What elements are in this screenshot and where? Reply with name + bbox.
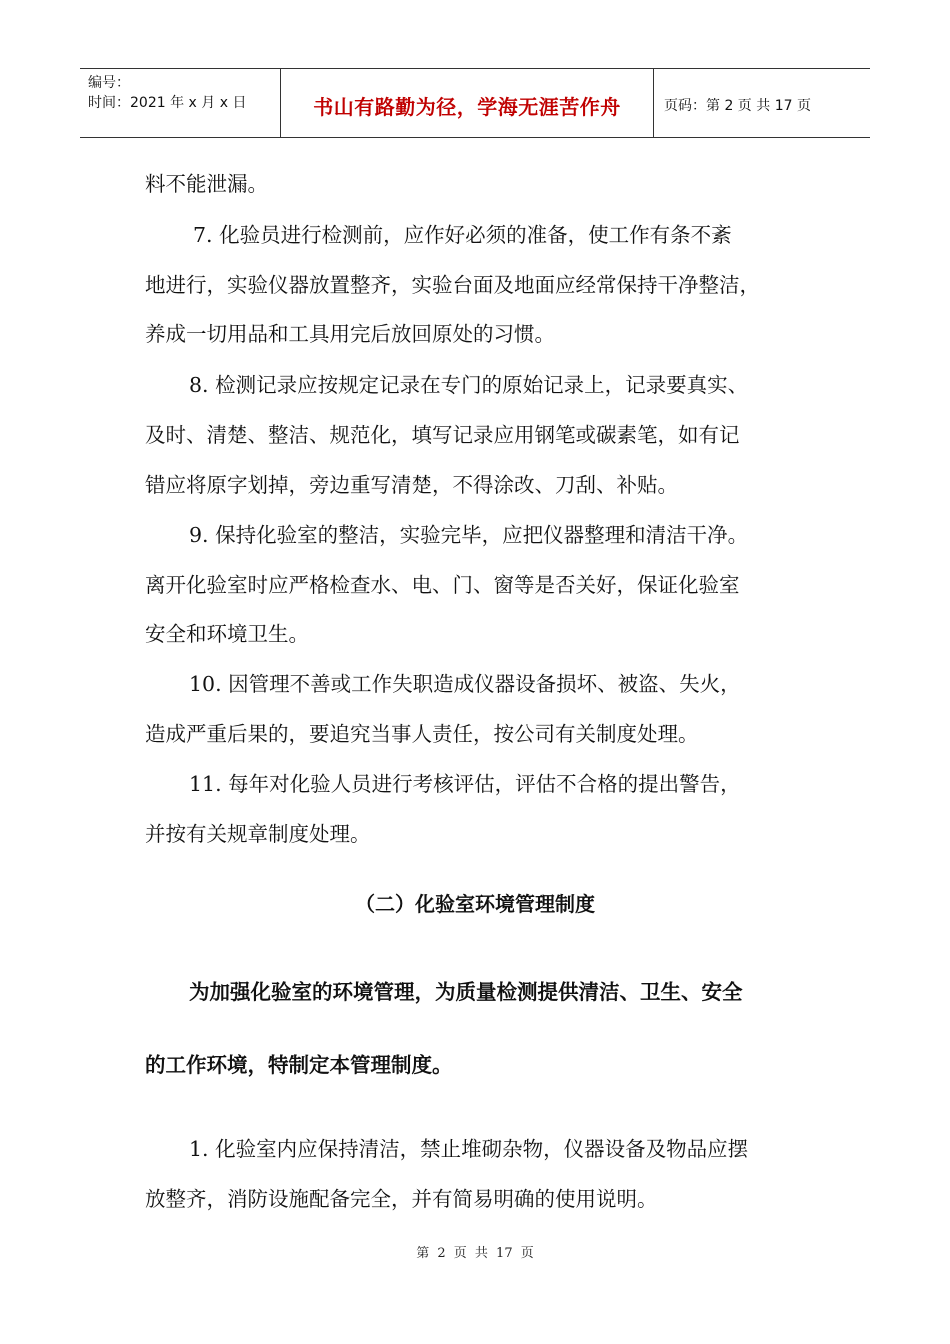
- body-line: 离开化验室时应严格检查水、电、门、窗等是否关好，保证化验室: [145, 573, 740, 597]
- body-line: 11. 每年对化验人员进行考核评估，评估不合格的提出警告，: [189, 772, 741, 796]
- body-line: 9. 保持化验室的整洁，实验完毕，应把仪器整理和清洁干净。: [189, 523, 749, 547]
- header-meta: [80, 69, 281, 137]
- header-motto-cell: [281, 69, 654, 137]
- document-number: 编号：: [88, 75, 130, 91]
- page-footer: 第 2 页 共 17 页: [416, 1246, 534, 1261]
- body-line: 10. 因管理不善或工作失职造成仪器设备损坏、被盗、失火，: [189, 672, 741, 696]
- body-line: 养成一切用品和工具用完后放回原处的习惯。: [145, 322, 555, 346]
- header-motto: 书山有路勤为径，学海无涯苦作舟: [313, 94, 621, 119]
- body-line: 8. 检测记录应按规定记录在专门的原始记录上，记录要真实、: [189, 373, 749, 397]
- body-line: 地进行，实验仪器放置整齐，实验台面及地面应经常保持干净整洁，: [145, 273, 760, 297]
- page-header: [80, 68, 870, 138]
- section-line: 1. 化验室内应保持清洁，禁止堆砌杂物，仪器设备及物品应摆: [189, 1137, 749, 1161]
- header-page-info: 页码：第 2 页 共 17 页: [664, 98, 811, 114]
- intro-line: 的工作环境，特制定本管理制度。: [145, 1053, 453, 1077]
- body-line: 料不能泄漏。: [145, 172, 268, 196]
- body-line: 造成严重后果的，要追究当事人责任，按公司有关制度处理。: [145, 722, 699, 746]
- section-line: 放整齐，消防设施配备完全，并有简易明确的使用说明。: [145, 1187, 658, 1211]
- document-date: 时间：2021 年 x 月 x 日: [88, 95, 247, 111]
- body-line: 并按有关规章制度处理。: [145, 822, 371, 846]
- body-line: 7. 化验员进行检测前，应作好必须的准备，使工作有条不紊: [193, 223, 732, 247]
- body-line: 安全和环境卫生。: [145, 622, 309, 646]
- intro-line: 为加强化验室的环境管理，为质量检测提供清洁、卫生、安全: [189, 980, 743, 1004]
- body-line: 错应将原字划掉，旁边重写清楚，不得涂改、刀刮、补贴。: [145, 473, 678, 497]
- body-line: 及时、清楚、整洁、规范化，填写记录应用钢笔或碳素笔，如有记: [145, 423, 740, 447]
- section-heading: （二）化验室环境管理制度: [355, 892, 595, 916]
